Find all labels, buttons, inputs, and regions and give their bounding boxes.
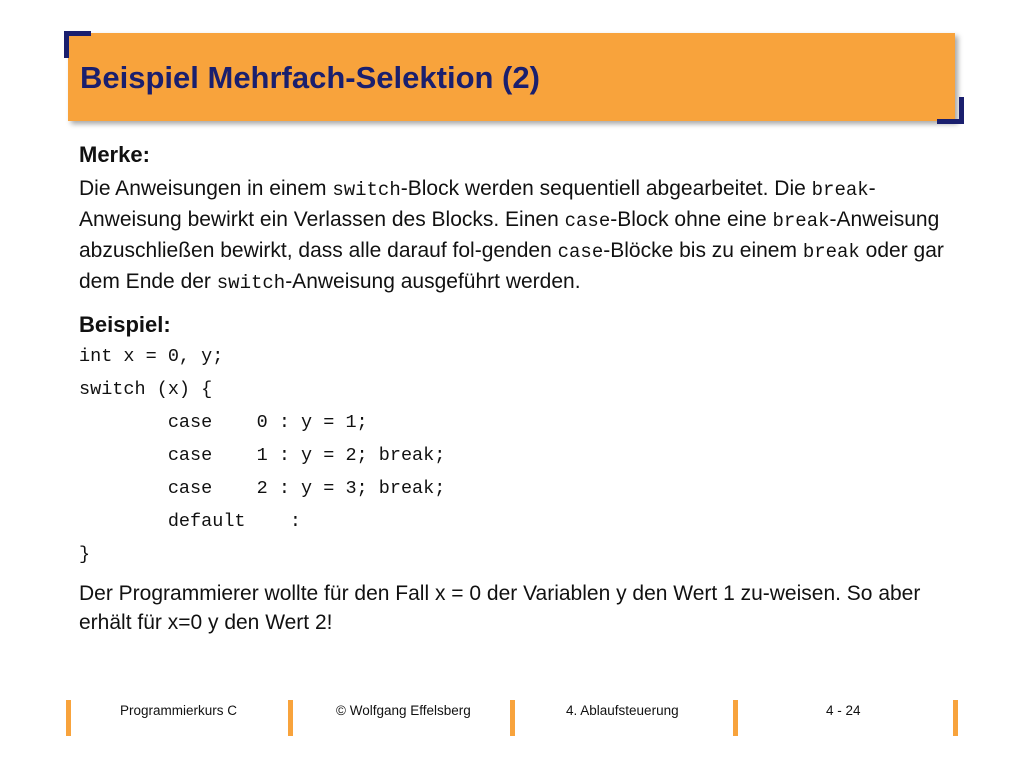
code-example bbox=[79, 340, 959, 571]
code-line: int x = 0, y; bbox=[79, 346, 224, 367]
text-segment: oder gar dem Ende der bbox=[79, 239, 944, 293]
text-segment: -Anweisung bewirkt ein Verlassen des Blocks. Einen bbox=[79, 177, 876, 231]
code-line: } bbox=[79, 544, 91, 565]
title-corner-bottom-right bbox=[937, 97, 964, 124]
footer-divider bbox=[953, 700, 958, 736]
footer-author: © Wolfgang Effelsberg bbox=[336, 703, 471, 718]
text-segment: Die Anweisungen in einem bbox=[79, 177, 333, 200]
slide-title: Beispiel Mehrfach-Selektion (2) bbox=[80, 60, 540, 95]
code-keyword: break bbox=[811, 179, 869, 201]
code-keyword: case bbox=[557, 241, 604, 263]
code-line: case 1 : y = 2; break; bbox=[79, 445, 446, 466]
footer-divider bbox=[510, 700, 515, 736]
title-banner bbox=[68, 33, 955, 121]
code-keyword: switch bbox=[332, 179, 401, 201]
footer-divider bbox=[66, 700, 71, 736]
footer-course: Programmierkurs C bbox=[120, 703, 238, 718]
code-keyword: break bbox=[802, 241, 860, 263]
code-keyword: break bbox=[772, 210, 830, 232]
code-line: switch (x) { bbox=[79, 379, 213, 400]
footer-divider bbox=[733, 700, 738, 736]
slide-content bbox=[79, 140, 959, 637]
code-line: case 0 : y = 1; bbox=[79, 412, 368, 433]
conclusion-paragraph: Der Programmierer wollte für den Fall x = 0 der Variablen y den Wert 1 zu-weisen. So aber erhält für x=0 y den Wert 2! bbox=[79, 582, 921, 634]
merke-heading: Merke: bbox=[79, 142, 150, 167]
footer-chapter: 4. Ablaufsteuerung bbox=[566, 703, 679, 718]
code-line: default : bbox=[79, 511, 302, 532]
footer-divider bbox=[288, 700, 293, 736]
code-line: case 2 : y = 3; break; bbox=[79, 478, 446, 499]
footer-page-number: 4 - 24 bbox=[826, 703, 861, 718]
beispiel-heading: Beispiel: bbox=[79, 312, 171, 337]
explanation-paragraph bbox=[79, 174, 959, 298]
code-keyword: switch bbox=[216, 272, 286, 294]
text-segment: -Block werden sequentiell abgearbeitet. Die bbox=[400, 177, 812, 200]
slide-footer bbox=[0, 700, 1024, 736]
text-segment: -Block ohne eine bbox=[610, 208, 773, 231]
code-keyword: case bbox=[564, 210, 611, 232]
title-corner-top-left bbox=[64, 31, 91, 58]
text-segment: -Anweisung ausgeführt werden. bbox=[285, 270, 581, 293]
text-segment: -Anweisung abzuschließen bewirkt, dass alle darauf fol-genden bbox=[79, 208, 940, 262]
text-segment: -Blöcke bis zu einem bbox=[603, 239, 803, 262]
